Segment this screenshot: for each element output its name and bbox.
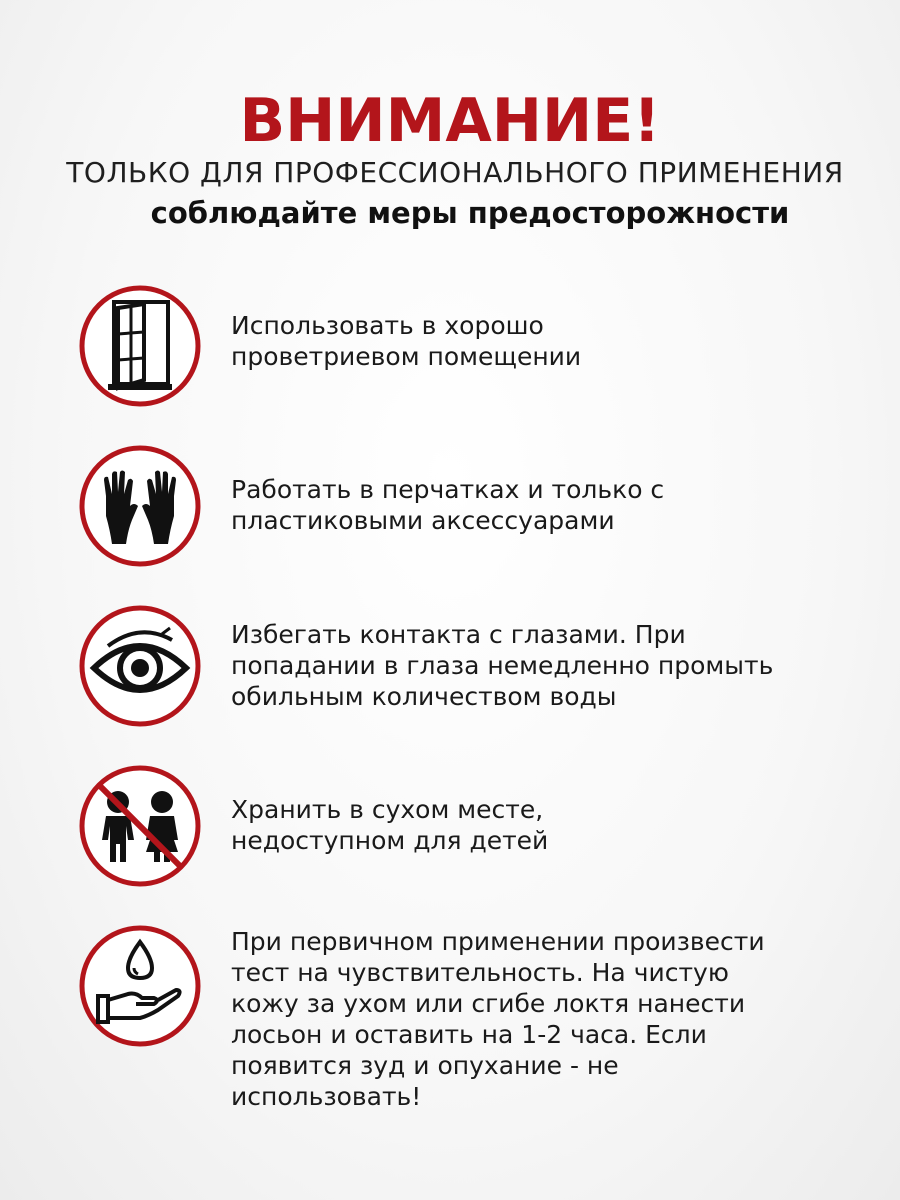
- ventilation-text: Использовать в хорошо проветриевом помещении: [231, 311, 582, 371]
- warning-title: ВНИМАНИЕ!: [239, 86, 661, 156]
- eyes-text: Избегать контакта с глазами. При попадании в глаза немедленно промыть обильным количеством воды: [231, 620, 774, 711]
- gloves-icon: [78, 444, 202, 568]
- eye-icon: [78, 604, 202, 728]
- window-icon: [78, 284, 202, 408]
- gloves-text: Работать в перчатках и только с пластиковыми аксессуарами: [231, 475, 665, 535]
- no-children-icon: [78, 764, 202, 888]
- children-text: Хранить в сухом месте, недоступном для детей: [231, 795, 549, 855]
- precautions-subtitle: соблюдайте меры предосторожности: [150, 196, 790, 230]
- hand-drop-icon: [78, 924, 202, 1048]
- sensitivity-test-text: При первичном применении произвести тест на чувствительность. На чистую кожу за ухом или сгибе локтя нанести лосьон и оставить на 1-2 часа. Если появится зуд и опухание - не использовать!: [231, 927, 765, 1111]
- professional-use-subtitle: ТОЛЬКО ДЛЯ ПРОФЕССИОНАЛЬНОГО ПРИМЕНЕНИЯ: [66, 156, 844, 189]
